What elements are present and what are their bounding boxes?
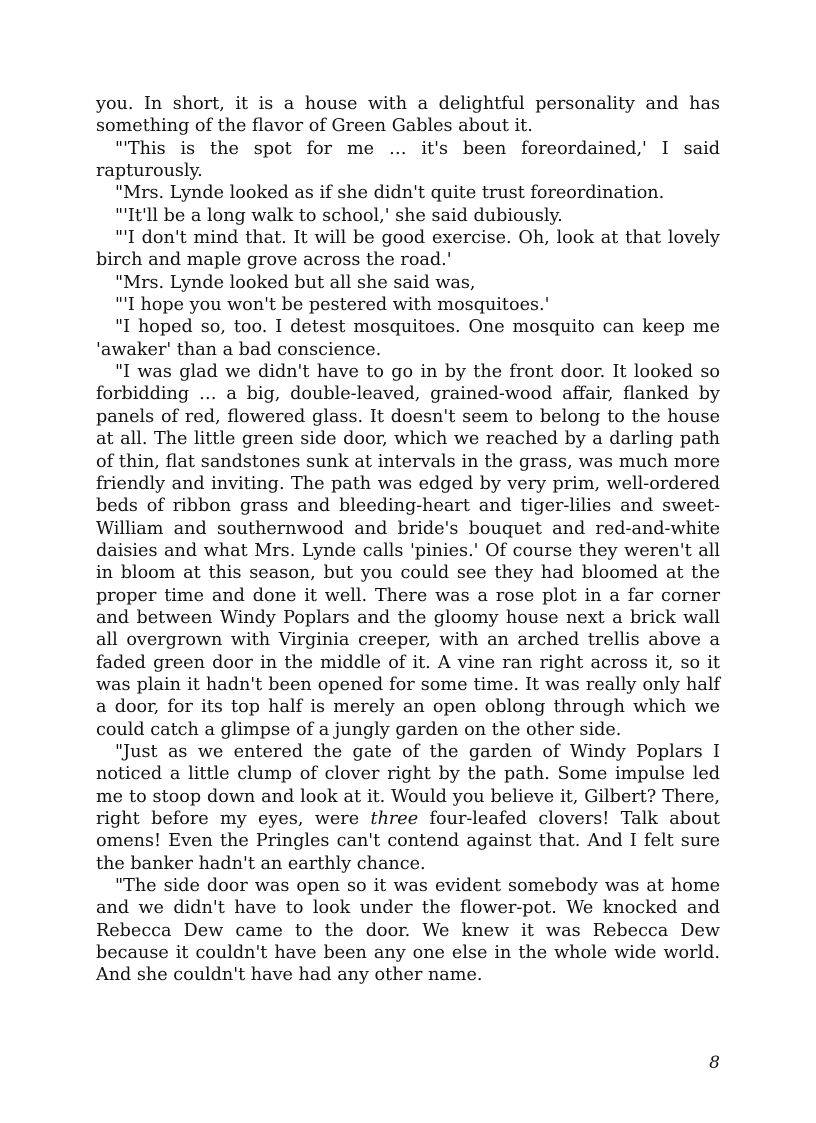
paragraph-10-text-after: four-leafed clovers! Talk about omens! Even the Pringles can't contend against that. And I felt sure the banker hadn't an earthly chance. [96,809,720,874]
paragraph-10-text-before: "Just as we entered the gate of the garden of Windy Poplars I noticed a little clump of clover right by the path. Some impulse led me to stoop down and look at it. Would you believe it, Gilbert? There, right before my eyes, were [96,741,720,829]
paragraph-1: you. In short, it is a house with a delightful personality and has something of the flavor of Green Gables about it. [96,94,720,137]
paragraph-2: "'This is the spot for me … it's been foreordained,' I said rapturously. [96,138,720,182]
page-body [96,93,720,987]
page-number: 8 [709,1053,720,1073]
paragraph-3: "Mrs. Lynde looked as if she didn't quite trust foreordination. [115,183,665,204]
paragraph-5: "'I don't mind that. It will be good exercise. Oh, look at that lovely birch and maple grove across the road.' [96,228,720,271]
paragraph-8: "I hoped so, too. I detest mosquitoes. One mosquito can keep me 'awaker' than a bad conscience. [96,317,720,360]
paragraph-6: "Mrs. Lynde looked but all she said was, [115,272,476,293]
paragraph-11: "The side door was open so it was evident somebody was at home and we didn't have to look under the flower-pot. We knocked and Rebecca Dew came to the door. We knew it was Rebecca Dew because it couldn't have been any one else in the whole wide world. And she couldn't have had any other name. [96,876,720,986]
paragraph-10-emphasis: three [370,809,419,829]
paragraph-9: "I was glad we didn't have to go in by the front door. It looked so forbidding … a big, double-leaved, grained-wood affair, flanked by panels of red, flowered glass. It doesn't seem to belong to the house at all. The little green side door, which we reached by a darling path of thin, flat sandstones sunk at intervals in the grass, was much more friendly and inviting. The path was edged by very prim, well-ordered beds of ribbon grass and bleeding-heart and tiger-lilies and sweet-William and southernwood and bride's bouquet and red-and-white daisies and what Mrs. Lynde calls 'pinies.' Of course they weren't all in bloom at this season, but you could see they had bloomed at the proper time and done it well. There was a rose plot in a far corner and between Windy Poplars and the gloomy house next a brick wall all overgrown with Virginia creeper, with an arched trellis above a faded green door in the middle of it. A vine ran right across it, so it was plain it hadn't been opened for some time. It was really only half a door, for its top half is merely an open oblong through which we could catch a glimpse of a jungly garden on the other side. [96,362,720,740]
paragraph-4: "'It'll be a long walk to school,' she said dubiously. [115,205,563,226]
paragraph-7: "'I hope you won't be pestered with mosquitoes.' [115,295,550,316]
paragraph-10 [96,741,720,875]
